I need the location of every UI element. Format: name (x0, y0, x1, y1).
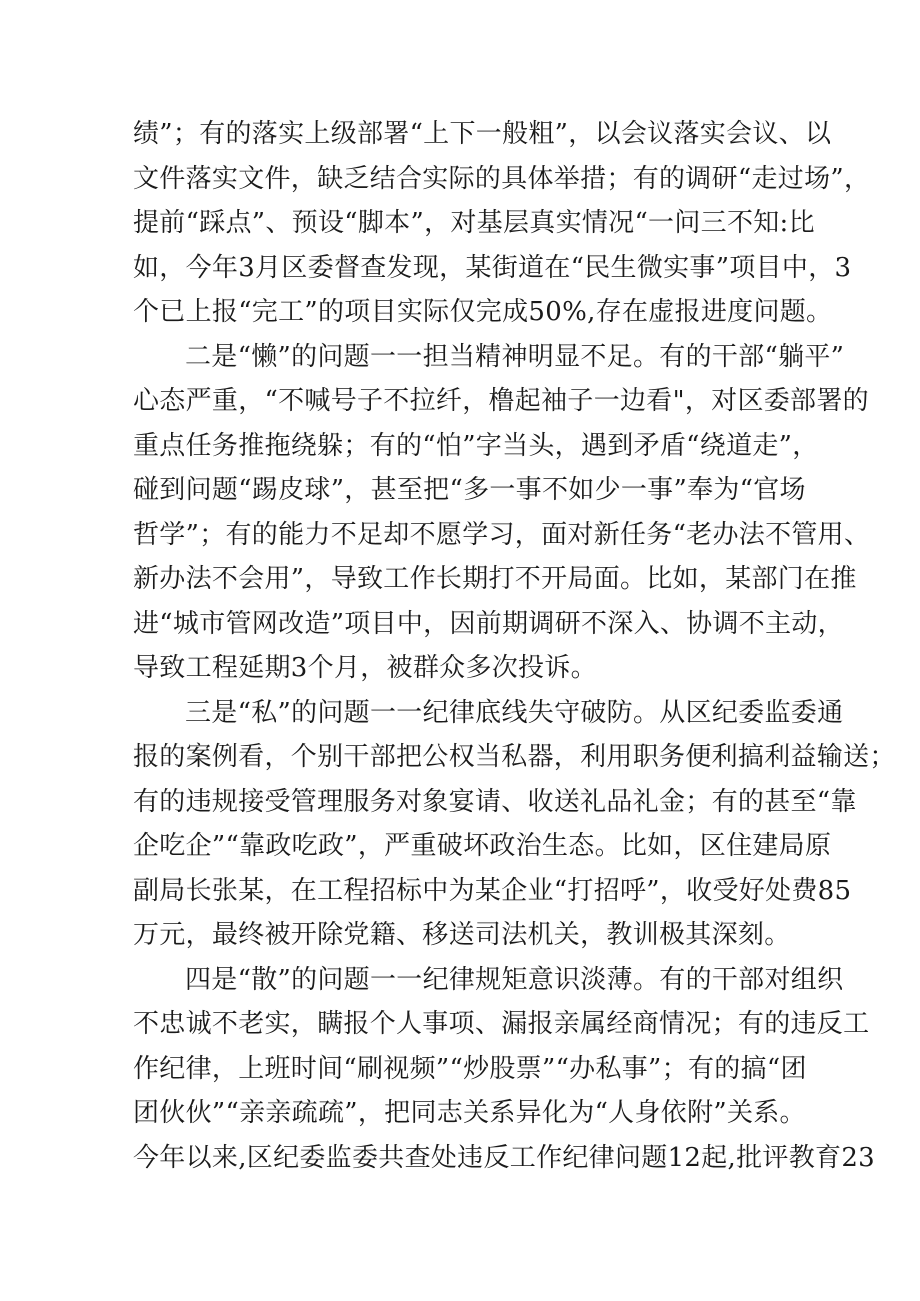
text-line: 心态严重，“不喊号子不拉纤，橹起袖子一边看"，对区委部署的 (133, 386, 869, 416)
text-line: 团伙伙”“亲亲疏疏”，把同志关系异化为“人身依附”关系。 (133, 1098, 806, 1128)
text-line: 企吃企”“靠政吃政”，严重破坏政治生态。比如，区住建局原 (133, 831, 832, 861)
text-line: 有的违规接受管理服务对象宴请、收送礼品礼金；有的甚至“靠 (133, 786, 857, 817)
text-line: 今年以来,区纪委监委共查处违反工作纪律问题12起,批评教育23 (133, 1142, 875, 1173)
text-line: 万元，最终被开除党籍、移送司法机关，教训极其深刻。 (133, 920, 791, 950)
document-body (133, 112, 896, 1180)
text-line: 二是“懒”的问题一一担当精神明显不足。有的干部“躺平” (185, 341, 845, 372)
text-line: 不忠诚不老实，瞒报个人事项、漏报亲属经商情况；有的违反工 (133, 1009, 870, 1039)
text-line: 重点任务推拖绕躲；有的“怕”字当头，遇到矛盾“绕道走”， (133, 430, 819, 461)
paragraph-loose (133, 958, 875, 1181)
paragraph-intro-continuation (133, 112, 871, 335)
text-line: 个已上报“完工”的项目实际仅完成50%,存在虚报进度问题。 (133, 297, 833, 327)
text-line: 四是“散”的问题一一纪律规矩意识淡薄。有的干部对组织 (185, 964, 844, 995)
text-line: 哲学”；有的能力不足却不愿学习，面对新任务“老办法不管用、 (133, 519, 871, 550)
paragraph-private (133, 691, 896, 958)
text-line: 副局长张某，在工程招标中为某企业“打招呼”，收受好处费85 (133, 875, 852, 906)
text-line: 作纪律，上班时间“刷视频”“炒股票”“办私事”；有的搞“团 (133, 1053, 807, 1084)
text-line: 三是“私”的问题一一纪律底线失守破防。从区纪委监委通 (185, 697, 844, 728)
paragraph-lazy (133, 335, 871, 691)
text-line: 导致工程延期3个月，被群众多次投诉。 (133, 653, 597, 683)
text-line: 碰到问题“踢皮球”，甚至把“多一事不如少一事”奉为“官场 (133, 475, 806, 505)
text-line: 文件落实文件，缺乏结合实际的具体举措；有的调研“走过场”， (133, 163, 871, 194)
text-line: 提前“踩点”、预设“脚本”，对基层真实情况“一问三不知:比 (133, 208, 815, 238)
text-line: 新办法不会用”，导致工作长期打不开局面。比如，某部门在推 (133, 564, 857, 594)
text-line: 绩”；有的落实上级部署“上下一般粗”，以会议落实会议、以 (133, 119, 832, 149)
text-line: 报的案例看，个别干部把公权当私器，利用职务便利搞利益输送； (133, 742, 896, 772)
text-line: 进“城市管网改造”项目中，因前期调研不深入、协调不主动， (133, 608, 844, 639)
text-line: 如，今年3月区委督查发现，某街道在“民生微实事”项目中，3 (133, 252, 852, 283)
